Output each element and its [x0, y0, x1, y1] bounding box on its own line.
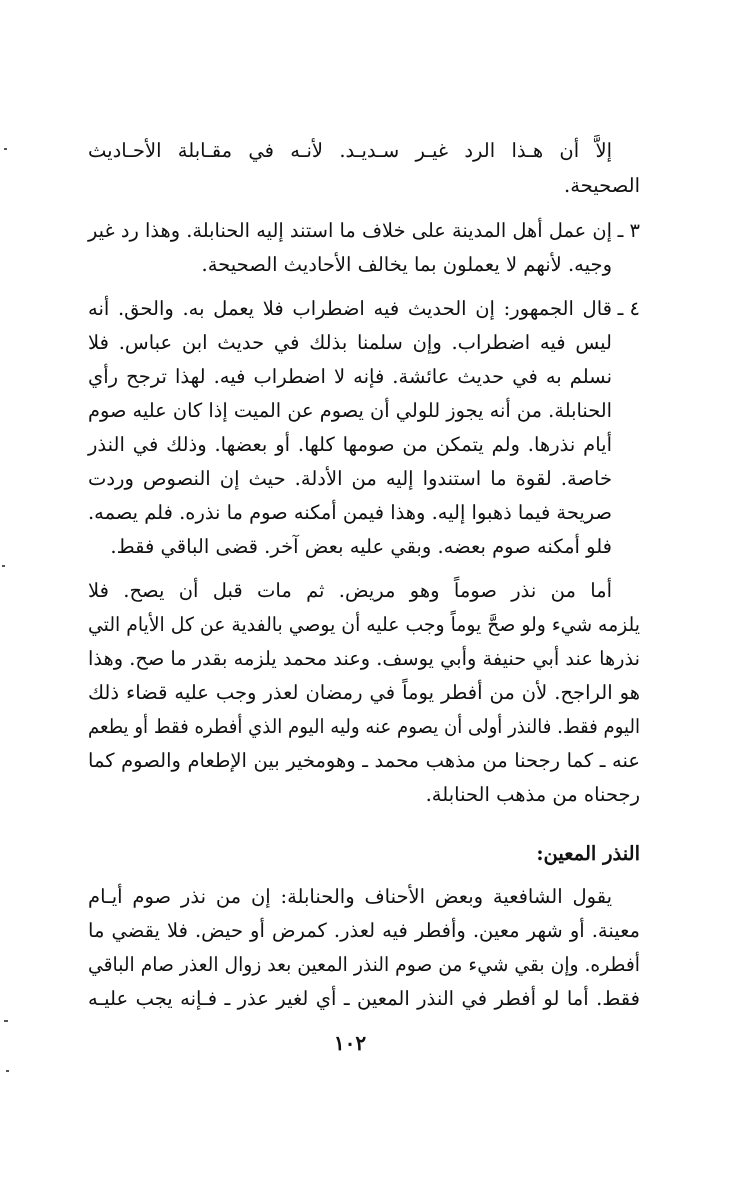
text-line: يلزمه شيء ولو صحَّ يوماً وجب عليه أن يوصي بالفدية عن كل الأيام التي [88, 613, 640, 636]
scan-mark [4, 148, 7, 150]
paragraph-1 [88, 137, 640, 207]
page-number: ١٠٢ [333, 1031, 367, 1055]
scan-mark [4, 1020, 8, 1022]
text-line: أيام نذرها. ولم يتمكن من صومها كلها. أو بعضها. وذلك في النذر [88, 433, 612, 456]
text-line: نذرها عند أبي حنيفة وأبي يوسف. وعند محمد يلزمه بقدر ما صح. وهذا [88, 647, 640, 670]
text-line: عنه ـ كما رجحنا من مذهب محمد ـ وهومخير بين الإطعام والصوم كما [88, 749, 640, 772]
item-4 [88, 295, 612, 565]
text-line: وجيه. لأنهم لا يعملون بما يخالف الأحاديث الصحيحة. [201, 253, 612, 276]
text-line: إلاَّ أن هـذا الرد غيـر سـديـد. لأنـه في مقـابلة الأحـاديث [88, 139, 612, 162]
text-line: اليوم فقط. فالنذر أولى أن يصوم عنه وليه اليوم الذي أفطره فقط أو يطعم [88, 715, 640, 738]
text-line: فقط. أما لو أفطر في النذر المعين ـ أي لغير عذر ـ فـإنه يجب عليـه [88, 987, 640, 1010]
text-line: قال الجمهور: إن الحديث فيه اضطراب فلا يعمل به. والحق. أنه [88, 297, 612, 320]
text-line: يقول الشافعية وبعض الأحناف والحنابلة: إن من نذر صوم أيـام [88, 885, 612, 908]
paragraph-2 [88, 577, 640, 817]
text-line: إن عمل أهل المدينة على خلاف ما استند إليه الحنابلة. وهذا رد غير [88, 219, 612, 242]
text-line: ليس فيه اضطراب. وإن سلمنا بذلك في حديث ابن عباس. فلا [88, 331, 612, 354]
text-line: صريحة فيما ذهبوا إليه. وهذا فيمن أمكنه صوم ما نذره. فلم يصمه. [88, 501, 612, 524]
text-line: أما من نذر صوماً وهو مريض. ثم مات قبل أن يصح. فلا [88, 579, 612, 602]
text-line: رجحناه من مذهب الحنابلة. [425, 783, 640, 806]
text-line: فلو أمكنه صوم بعضه. وبقي عليه بعض آخر. قضى الباقي فقط. [110, 535, 612, 558]
text-line: أفطره. وإن بقي شيء من صوم النذر المعين بعد زوال العذر صام الباقي [88, 953, 640, 976]
text-line: خاصة. لقوة ما استندوا إليه من الأدلة. حيث إن النصوص وردت [88, 467, 612, 490]
item-3 [88, 217, 612, 287]
text-line: معينة. أو شهر معين. وأفطر فيه لعذر. كمرض أو حيض. فلا يقضي ما [88, 919, 640, 942]
text-line: نسلم به في حديث عائشة. فإنه لا اضطراب فيه. لهذا ترجح رأي [88, 365, 613, 388]
section-heading [88, 840, 640, 872]
paragraph-3 [88, 883, 640, 1023]
text-line: هو الراجح. لأن من أفطر يوماً في رمضان لعذر وجب عليه قضاء ذلك [88, 681, 640, 704]
text-line: الصحيحة. [564, 174, 640, 197]
item-number: ٤ ـ [617, 297, 640, 320]
text-line: الحنابلة. من أنه يجوز للولي أن يصوم عن الميت إذا كان عليه صوم [87, 399, 612, 422]
section-title: النذر المعين: [536, 842, 640, 865]
item-number: ٣ ـ [617, 219, 640, 242]
scan-mark [2, 565, 5, 567]
scan-mark [6, 1070, 9, 1072]
